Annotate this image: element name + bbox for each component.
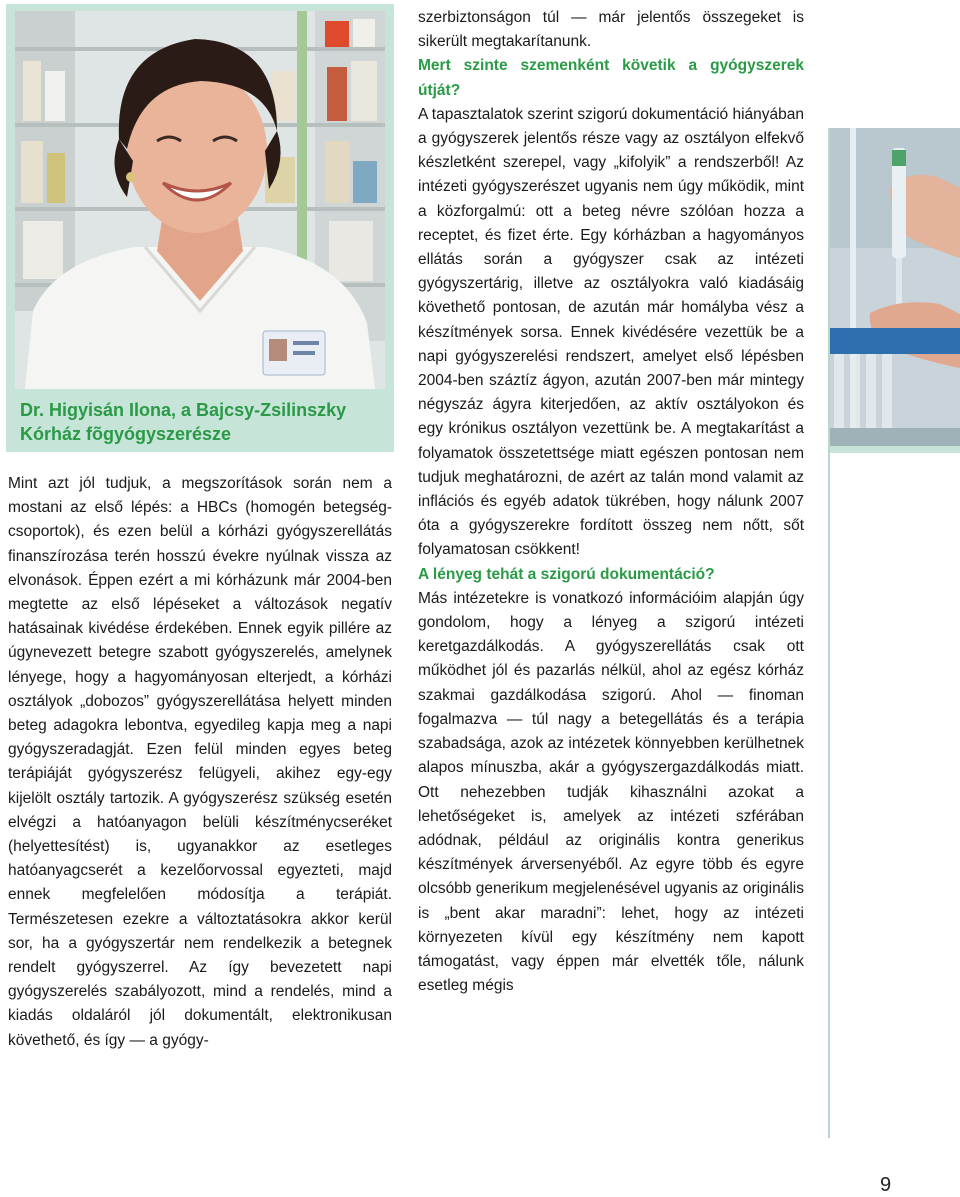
photo-caption-box — [6, 4, 394, 452]
lab-pipette-photo — [830, 128, 960, 453]
right-column — [418, 6, 804, 998]
right-paragraph-1: szerbiztonságon túl — már jelentős összegeket is sikerült megtakarítanunk. — [418, 9, 804, 51]
pharmacist-portrait-photo — [15, 11, 385, 389]
interview-question-1: Mert szinte szemenként követik a gyógyszerek útját? — [418, 57, 804, 99]
lab-illustration — [830, 128, 960, 453]
caption-line-2: Kórház fõgyógyszerésze — [20, 424, 232, 444]
right-paragraph-3: Más intézetekre is vonatkozó információim alapján úgy gondolom, hogy a lényeg a szigorú intézeti keretgazdálkodás. A gyógyszerellátás csak ott működhet jól és pazarlás nélkül, ahol az egész kórház szakmai gazdálkodása szigorú. Ahol — finoman fogalmazva — túl nagy a betegellátás és a terápia szabadsága, azok az intézetek könnyebben kerülhetnek alapos mínuszba, akár a gyógyszergazdálkodás miatt. Ott nehezebben tudják kihasználni azokat a lehetőségeket is, amelyek az intézeti szférában adódnak, például az originális kontra generikus készítmények árversenyéből. Az egyre több és egyre olcsóbb generikum megjelenésével ugyanis az originális is „bent akar maradni”: lehet, hogy az intézeti környezeten kívül egy készítmény nem kapott támogatást, vagy éppen már elvették tőle, nálunk esetleg mégis — [418, 589, 804, 995]
photo-caption — [20, 398, 390, 446]
photo-frame-edge — [830, 446, 960, 453]
interview-question-2: A lényeg tehát a szigorú dokumentáció? — [418, 565, 715, 583]
caption-line-1: Dr. Higyisán Ilona, a Bajcsy-Zsilinszky — [20, 400, 347, 420]
right-paragraph-2: A tapasztalatok szerint szigorú dokumentáció hiányában a gyógyszerek jelentős része vagy az osztályon elfekvő készletként szerepel, vagy „kifolyik” a rendszerből! Az intézeti gyógyszerészet ugyanis nem úgy működik, mint a közforgalmú: ott a beteg névre szólóan hozza a receptet, és fizet érte. Egy kórházban a hagyományos ellátás során a gyógyszer csak az intézeti gyógyszertárig, illetve az osztályokra való kiadásáig követhető pontosan, de azután már homályba vész a készítmények sorsa. Ennek kivédésére vezettük be a napi gyógyszerelési rendszert, amelyet első lépésben 2004-ben száztíz ágyon, azután 2007-ben már mintegy négyszáz ágyra kiterjedően, az aktív osztályokon és egy krónikus osztályon vezettünk be. A megtakarítást a folyamatok összetettsége miatt egészen pontosan nem tudjuk meghatározni, de azért az talán mond valamit az inflációs és egyéb adatok tükrében, hogy nálunk 2007 óta a gyógyszerekre fordított összeg nem nőtt, sőt folyamatosan csökkent! — [418, 105, 805, 559]
page-number: 9 — [880, 1174, 892, 1196]
left-paragraph: Mint azt jól tudjuk, a megszorítások során nem a mostani az első lépés: a HBCs (homogén betegség-csoportok), és ezen belül a kórházi gyógyszerellátás finanszírozása terén hosszú évekre nyúlnak vissza az elvonások. Éppen ezért a mi kórházunk már 2004-ben megtette az első lépéseket a változások negatív hatásainak kivédése érdekében. Ennek egyik pillére az úgynevezett betegre szabott gyógyszerelés, amelynek lényege, hogy a hagyományosan elterjedt, a kórházi osztályok „dobozos” gyógyszerellátása helyett minden beteg adagokra lebontva, egyedileg kapja meg a napi gyógyszeradagját. Ezen felül minden egyes beteg terápiáját gyógyszerész felügyeli, akihez egy-egy kijelölt osztály tartozik. A gyógyszerész szükség esetén elvégzi a hatóanyagon belüli készítménycseréket (helyettesítést) is, ugyanakkor az esetleges hatóanyagcserét a kezelőorvossal egyezteti, majd ennek megfelelően módosítja a terápiát. Természetesen ezekre a változtatásokra akkor kerül sor, ha a gyógyszertár nem rendelkezik a betegnek rendelt gyógyszerrel. Az így bevezetett napi gyógyszerelés szabályozott, mind a rendelés, mind a kiadás oldaláról jól dokumentált, elektronikusan követhető, és így — a gyógy- — [8, 475, 392, 1049]
left-column — [8, 472, 392, 1053]
portrait-illustration — [15, 11, 385, 389]
